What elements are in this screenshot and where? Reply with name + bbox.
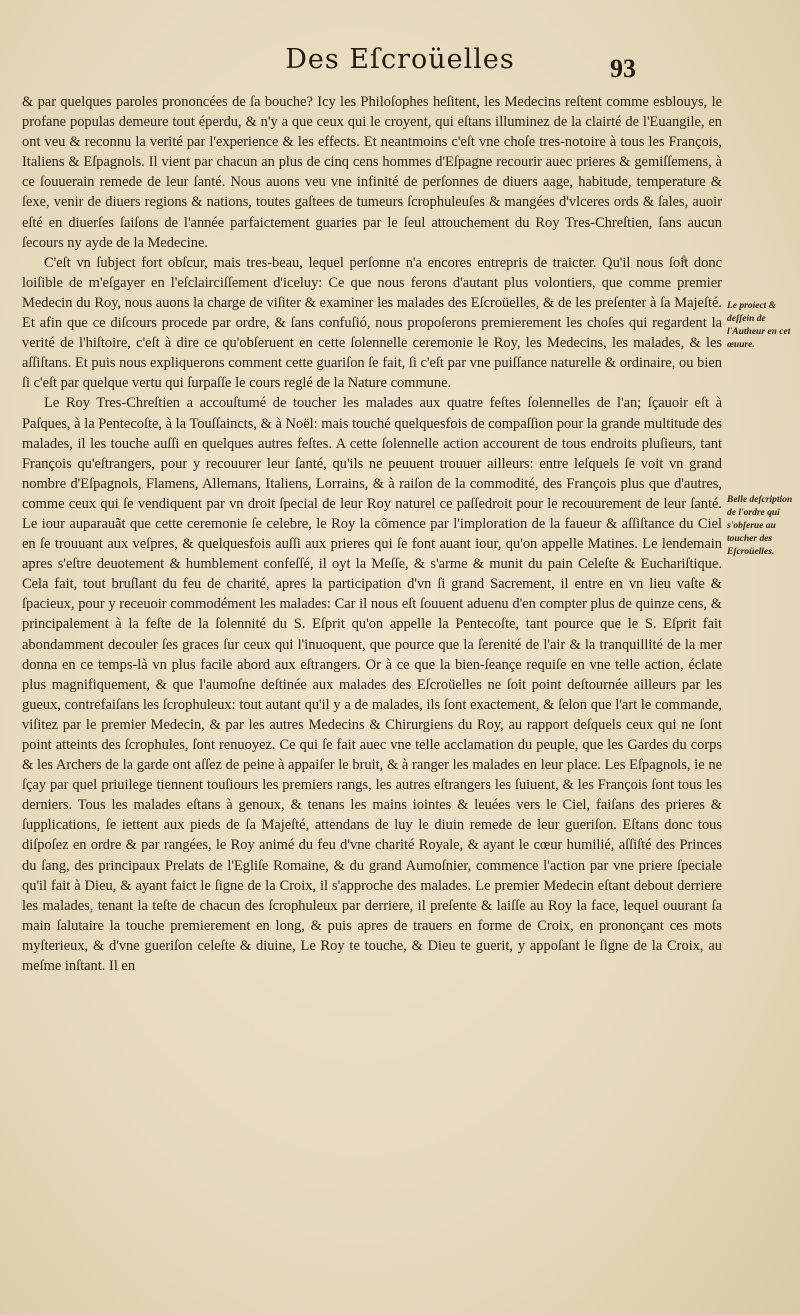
paragraph-3: Le Roy Tres-Chreſtien a accouſtumé de toucher les malades aux quatre feſtes ſolennelles de l'an; ſçauoir eſt à Paſques, à la Pentecoſte, à la Touſſaincts, & à Noël: mais touché quelquesfois de compaſſion pour la grande multitude des malades, il les touche auſſi en quelques autres feſtes. A cette ſolennelle action accourent de tous endroits pluſieurs, tant François qu'eſtrangers, pour y recouurer leur ſanté, qu'ils ne peuuent trouuer ailleurs: entre leſquels ſe voit vn grand nombre d'Eſpagnols, Flamens, Allemans, Italiens, Lorrains, & à raiſon de la commodité, des François plus que d'autres, comme ceux qui ſe vendiquent par vn droit ſpecial de leur Roy naturel ce paſſedroit pour le recouurement de leur ſanté. Le iour auparauãt que cette ceremonie ſe celebre, le Roy la cõmence par l'imploration de la faueur & aſſiſtance du Ciel en ſe trouuant aux veſpres, & quelquesfois auſſi aux prieres qui ſe font auant iour, qu'on appelle Matines. Le lendemain apres s'eſtre deuotement & humblement confeſſé, il oyt la Meſſe, & s'arme & munit du pain Celeſte & Euchariſtique. Cela fait, tout bruſlant du feu de charité, apres la participation d'vn ſi grand Sacrement, il entre en vn lieu vaſte & ſpacieux, pour y receuoir commodément les malades: Car il nous eſt ſouuent aduenu d'en compter plus de quinze cens, & principalement à la feſte de la ſolennité du S. Eſprit qu'on appelle la Pentecoſte, tant pource que le S. Eſprit fait abondamment decouler ſes graces ſur ceux qui l'inuoquent, que pource que la ſerenité de l'air & la tranquillité de la mer donna en ce temps-là vn plus facile abord aux eſtrangers. Or à ce que la bien-ſeançe requiſe en vne telle action, éclate plus magnifiquement, & que l'aumoſne deſtinée aux malades des Eſcroüelles ne ſoit point deſtournée ailleurs par les gueux, contrefaiſans les ſcrophuleux: tout autant qu'il y a de malades, ils ſont exactement, & ſelon que l'art le commande, viſitez par le premier Medecin, & par les autres Medecins & Chirurgiens du Roy, au rapport deſquels ceux qui ne ſont point atteints des ſcrophules, ſont renuoyez. Ce qui ſe fait auec vne telle acclamation du peuple, que les Gardes du corps & les Archers de la garde ont aſſez de peine à appaiſer le bruit, & à ranger les malades en leur place. Les Eſpagnols, ie ne ſçay par quel priuilege tiennent touſiours les premiers rangs, les autres eſtrangers les ſuiuent, & les François ſont tous les derniers. Tous les malades eſtans à genoux, & tenans les mains iointes & leuées vers le Ciel, faiſans des prieres & ſupplications, ſe iettent aux pieds de ſa Majeſté, attendans de luy le diuin remede de leur gueriſon. Eſtans donc tous diſpoſez en ordre & par rangées, le Roy animé du feu d'vne charité Royale, & ayant le cœur humilié, aſſiſté des Princes du ſang, des principaux Prelats de l'Egliſe Romaine, & du grand Aumoſnier, commence l'action par vne priere ſpeciale qu'il fait à Dieu, & ayant faict le ſigne de la Croix, il s'approche des malades. Le premier Medecin eſtant debout derriere les malades, tenant la teſte de chacun des ſcrophuleux par derriere, il preſente & laiſſe au Roy la face, lequel ouurant ſa main ſalutaire la touche premierement en long, & puis apres de trauers en forme de Croix, en prononçant ces mots myſterieux, & d'vne gueriſon celeſte & diuine, Le Roy te touche, & Dieu te guerit, y appoſant le ſigne de la Croix, au meſme inſtant. Il en xyxy=(22,395,722,975)
body-text xyxy=(22,92,722,976)
margin-note-project: Le proiect & deſſein de l'Autheur en cet œuure. xyxy=(727,301,791,350)
page-number: 93 xyxy=(610,54,636,83)
margin-note-ceremony: Belle deſcription de l'ordre qui s'obſerue au toucher des Eſcroüelles. xyxy=(727,495,793,557)
paragraph-2: C'eſt vn ſubject fort obſcur, mais tres-beau, lequel perſonne n'a encores entrepris de traicter. Qu'il nous ſoit donc loiſible de m'eſgayer en l'eſclairciſſement d'iceluy: Ce que nous ferons d'autant plus volontiers, que comme premier Medecin du Roy, nous auons la charge de viſiter & examiner les malades des Eſcroüelles, & de les preſenter à ſa Majeſté. Et afin que ce diſcours procede par ordre, & ſans confuſió, nous propoſerons premierement les choſes qui regardent la verité de l'hiſtoire, c'eſt à dire ce qu'obſeruent en cette ſolennelle ceremonie le Roy, les Medecins, les malades, & les aſſiſtans. Et puis nous expliquerons comment cette guariſon ſe fait, ſi c'eſt par vne puiſſance naturelle & ordinaire, ou bien ſi c'eſt par quelque vertu qui ſurpaſſe le cours reglé de la Nature commune. xyxy=(22,254,722,392)
paragraph-1: & par quelques paroles prononcées de ſa bouche? Icy les Philoſophes heſitent, les Medecins reſtent comme esblouys, le profane populas demeure tout éperdu, & n'y a que ceux qui le croyent, qui eſtans illuminez de la clairté de l'Euangile, en ont veu & reconnu la verité par l'experience & les effects. Et neantmoins c'eſt vne choſe tres-notoire à tous les François, Italiens & Eſpagnols. Il vient par chacun an plus de cinq cens hommes d'Eſpagne recourir auec prieres & gemiſſemens, à ce ſouuerain remede de leur ſanté. Nous auons veu vne infinité de perſonnes de diuers aage, habitude, temperature & ſexe, venir de diuers regions & nations, toutes gaſtees de tumeurs ſcrophuleuſes & mangées d'vlceres ords & ſales, auoir eſté en diuerſes ſaiſons de l'année parfaictement guaries par le ſeul attouchement du Roy Tres-Chreſtien, ſans aucun ſecours ny ayde de la Medecine. xyxy=(22,94,722,251)
running-title: Des Eſcroüelles xyxy=(285,44,515,75)
